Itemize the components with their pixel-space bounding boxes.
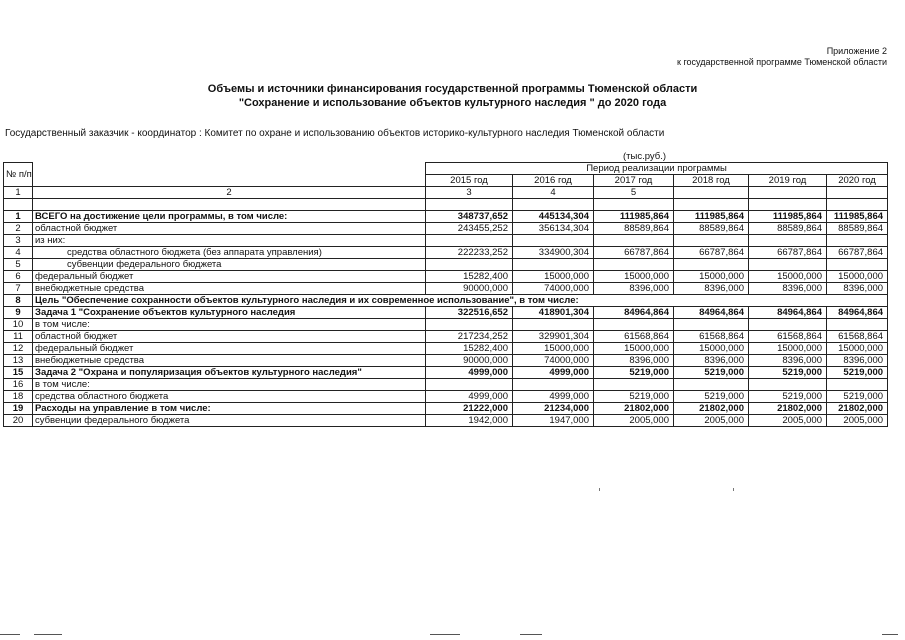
row-value: 2005,000 [594,415,674,427]
row-value [426,319,513,331]
row-value: 217234,252 [426,331,513,343]
row-value [594,259,674,271]
row-value [674,259,749,271]
row-value: 5219,000 [594,367,674,379]
row-value: 74000,000 [513,283,594,295]
row-value: 90000,000 [426,355,513,367]
row-value [594,319,674,331]
row-value: 15000,000 [827,343,888,355]
header-year: 2016 год [513,175,594,187]
header-year: 2017 год [594,175,674,187]
table-row [4,307,888,319]
table-row [4,283,888,295]
table-row [4,247,888,259]
row-number: 16 [4,379,33,391]
header-row-period [4,163,888,175]
row-value: 84964,864 [674,307,749,319]
header-row-col-numbers [4,187,888,199]
row-label: Цель "Обеспечение сохранности объектов культурного наследия и их современное использование", в том числе: [33,295,888,307]
row-number: 19 [4,403,33,415]
row-value [513,235,594,247]
state-customer-line: Государственный заказчик - координатор : Комитет по охране и использованию объектов историко-культурного наследия Тюменской области [5,128,665,139]
row-number: 2 [4,223,33,235]
row-value: 2005,000 [749,415,827,427]
row-value: 66787,864 [827,247,888,259]
row-value: 61568,864 [827,331,888,343]
row-value: 8396,000 [749,355,827,367]
row-number: 7 [4,283,33,295]
header-year: 2018 год [674,175,749,187]
row-value: 329901,304 [513,331,594,343]
row-label: из них: [33,235,426,247]
row-value: 4999,000 [513,367,594,379]
row-label: субвенции федерального бюджета [33,259,426,271]
row-value: 74000,000 [513,355,594,367]
row-value: 4999,000 [426,367,513,379]
row-label: внебюджетные средства [33,283,426,295]
units-label: (тыс.руб.) [623,151,667,162]
row-value: 66787,864 [749,247,827,259]
row-value: 418901,304 [513,307,594,319]
row-value: 5219,000 [827,367,888,379]
row-value: 90000,000 [426,283,513,295]
row-number: 8 [4,295,33,307]
row-value: 15000,000 [674,271,749,283]
financing-table [3,162,888,427]
scan-artifact-line [34,634,62,635]
row-value: 5219,000 [749,391,827,403]
row-value: 84964,864 [594,307,674,319]
row-value: 21802,000 [674,403,749,415]
table-row [4,235,888,247]
row-value: 66787,864 [594,247,674,259]
row-value [749,259,827,271]
col-number: 3 [426,187,513,199]
table-row [4,343,888,355]
row-value [594,379,674,391]
row-value: 8396,000 [594,355,674,367]
row-value: 15000,000 [594,271,674,283]
scan-artifact-line [882,634,898,635]
row-value: 1947,000 [513,415,594,427]
row-value: 21802,000 [749,403,827,415]
scan-artifact-dot [733,488,734,491]
row-value: 5219,000 [674,367,749,379]
row-number: 4 [4,247,33,259]
table-row [4,355,888,367]
row-label: федеральный бюджет [33,271,426,283]
table-body [4,211,888,427]
col-number: 4 [513,187,594,199]
table-row [4,379,888,391]
row-value: 2005,000 [674,415,749,427]
row-value: 15000,000 [749,343,827,355]
table-row [4,271,888,283]
table-row [4,403,888,415]
table-header [4,163,888,211]
row-value: 15000,000 [674,343,749,355]
table-row [4,223,888,235]
row-value: 222233,252 [426,247,513,259]
appendix-note [677,46,887,68]
row-value [426,379,513,391]
row-label: внебюджетные средства [33,355,426,367]
table-row [4,295,888,307]
row-value [827,379,888,391]
row-value: 4999,000 [513,391,594,403]
row-value [513,379,594,391]
row-value: 322516,652 [426,307,513,319]
scan-artifact-dot [599,488,600,491]
row-label: федеральный бюджет [33,343,426,355]
table-row [4,331,888,343]
row-value: 15000,000 [513,271,594,283]
row-value: 21234,000 [513,403,594,415]
row-label: Задача 2 "Охрана и популяризация объектов культурного наследия" [33,367,426,379]
row-value: 21222,000 [426,403,513,415]
row-value: 4999,000 [426,391,513,403]
row-value: 5219,000 [827,391,888,403]
table-row [4,391,888,403]
row-value: 61568,864 [594,331,674,343]
row-value: 8396,000 [827,283,888,295]
table-row [4,211,888,223]
row-value: 334900,304 [513,247,594,259]
row-value: 88589,864 [594,223,674,235]
row-value: 356134,304 [513,223,594,235]
row-label: субвенции федерального бюджета [33,415,426,427]
header-period: Период реализации программы [426,163,888,175]
row-label: Задача 1 "Сохранение объектов культурного наследия [33,307,426,319]
row-value [674,235,749,247]
row-number: 1 [4,211,33,223]
row-value: 8396,000 [674,355,749,367]
document-title-line-2: "Сохранение и использование объектов культурного наследия " до 2020 года [238,97,667,109]
row-value: 5219,000 [674,391,749,403]
row-number: 10 [4,319,33,331]
header-name-col [33,163,426,187]
row-value: 15000,000 [594,343,674,355]
table-row [4,415,888,427]
row-value [674,319,749,331]
row-number: 15 [4,367,33,379]
appendix-title: Приложение 2 [826,46,887,56]
row-value [827,319,888,331]
row-number: 12 [4,343,33,355]
table-row [4,367,888,379]
row-label: Расходы на управление в том числе: [33,403,426,415]
row-label: в том числе: [33,379,426,391]
header-year: 2019 год [749,175,827,187]
row-label: средства областного бюджета (без аппарата управления) [33,247,426,259]
row-value [426,259,513,271]
row-value [674,379,749,391]
row-value: 84964,864 [827,307,888,319]
table-row [4,319,888,331]
row-value: 1942,000 [426,415,513,427]
row-value: 2005,000 [827,415,888,427]
row-value: 8396,000 [594,283,674,295]
row-value: 348737,652 [426,211,513,223]
row-value: 111985,864 [749,211,827,223]
row-value: 66787,864 [674,247,749,259]
row-value: 243455,252 [426,223,513,235]
row-value: 21802,000 [827,403,888,415]
col-number: 2 [33,187,426,199]
row-number: 3 [4,235,33,247]
row-value [827,259,888,271]
document-title-line-1: Объемы и источники финансирования государственной программы Тюменской области [207,83,698,95]
row-value: 15000,000 [749,271,827,283]
row-label: в том числе: [33,319,426,331]
row-number: 9 [4,307,33,319]
row-number: 13 [4,355,33,367]
row-value [426,235,513,247]
row-label: областной бюджет [33,331,426,343]
row-value: 21802,000 [594,403,674,415]
row-value: 88589,864 [674,223,749,235]
row-label: областной бюджет [33,223,426,235]
row-value: 8396,000 [827,355,888,367]
row-number: 20 [4,415,33,427]
row-value: 84964,864 [749,307,827,319]
header-year: 2015 год [426,175,513,187]
row-label: средства областного бюджета [33,391,426,403]
row-value [594,235,674,247]
row-value: 8396,000 [674,283,749,295]
scan-artifact-line [430,634,460,635]
row-value: 111985,864 [594,211,674,223]
row-value: 61568,864 [674,331,749,343]
header-num-col: № п/п [4,163,33,187]
row-number: 5 [4,259,33,271]
row-value [513,259,594,271]
header-spacer-row [4,199,888,211]
row-value: 15282,400 [426,271,513,283]
appendix-subtitle: к государственной программе Тюменской области [677,57,887,67]
scan-artifact-line [0,634,20,635]
row-value: 15282,400 [426,343,513,355]
row-value [749,379,827,391]
header-year: 2020 год [827,175,888,187]
row-value: 88589,864 [749,223,827,235]
row-value: 15000,000 [827,271,888,283]
row-number: 18 [4,391,33,403]
row-value: 5219,000 [594,391,674,403]
row-value: 445134,304 [513,211,594,223]
col-number: 1 [4,187,33,199]
row-value [513,319,594,331]
row-value [749,319,827,331]
row-value: 111985,864 [674,211,749,223]
row-value: 5219,000 [749,367,827,379]
row-label: ВСЕГО на достижение цели программы, в том числе: [33,211,426,223]
row-value: 88589,864 [827,223,888,235]
row-number: 11 [4,331,33,343]
row-value [749,235,827,247]
row-value: 8396,000 [749,283,827,295]
row-value: 111985,864 [827,211,888,223]
col-number: 5 [594,187,674,199]
row-value: 15000,000 [513,343,594,355]
row-value [827,235,888,247]
row-value: 61568,864 [749,331,827,343]
scan-artifact-line [520,634,542,635]
table-row [4,259,888,271]
row-number: 6 [4,271,33,283]
